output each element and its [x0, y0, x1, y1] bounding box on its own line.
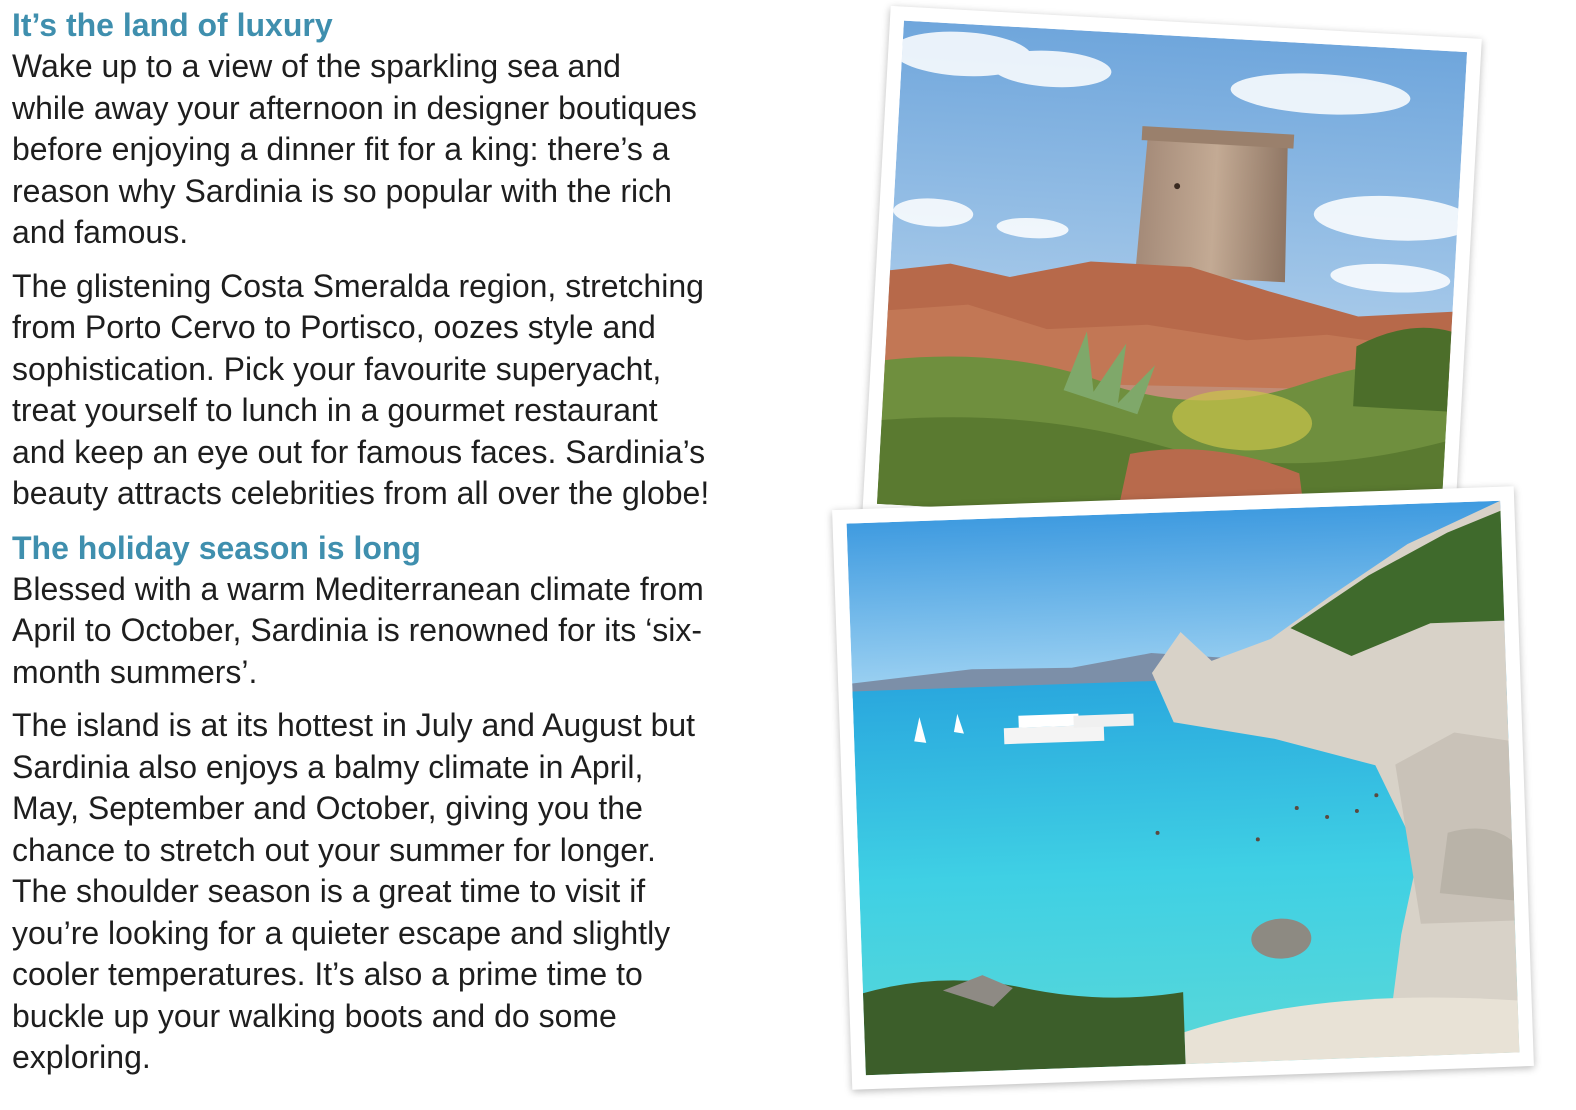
text-line: and keep an eye out for famous faces. Sardinia’s [12, 433, 706, 470]
text-line: and famous. [12, 214, 189, 250]
text-line: Wake up to a view of the sparkling sea and [12, 48, 621, 84]
text-line: cooler temperatures. It’s also a prime time to [12, 956, 643, 992]
text-line: April to October, Sardinia is renowned for its ‘six- [12, 612, 703, 648]
tower-on-rocky-hill-photo [862, 6, 1482, 550]
section-heading-holiday-season: The holiday season is long [12, 529, 421, 566]
section-heading-luxury: It’s the land of luxury [12, 7, 333, 43]
text-line: month summers’. [12, 653, 258, 690]
text-line: from Porto Cervo to Portisco, oozes style and [12, 309, 656, 345]
text-line: treat yourself to lunch in a gourmet restaurant [12, 392, 658, 428]
text-line: The island is at its hottest in July and August but [12, 707, 696, 743]
text-line: The glistening Costa Smeralda region, stretching [12, 267, 704, 304]
paragraph-shoulder-season [12, 705, 802, 1079]
text-line: sophistication. Pick your favourite superyacht, [12, 350, 662, 387]
paragraph-luxury-intro [12, 46, 802, 254]
bay-landscape-image [847, 501, 1520, 1075]
text-line: while away your afternoon in designer boutiques [12, 89, 697, 126]
text-line: buckle up your walking boots and do some [12, 997, 617, 1034]
paragraph-costa-smeralda [12, 266, 802, 515]
paragraph-climate [12, 569, 802, 694]
text-line: May, September and October, giving you the [12, 790, 643, 826]
turquoise-bay-with-boats-photo [832, 486, 1534, 1089]
text-line: Sardinia also enjoys a balmy climate in April, [12, 748, 644, 785]
text-line: chance to stretch out your summer for longer. [12, 831, 656, 868]
text-line: Blessed with a warm Mediterranean climate from [12, 570, 704, 607]
tower-landscape-image [877, 21, 1467, 536]
text-line: beauty attracts celebrities from all over the globe! [12, 475, 710, 511]
text-line: before enjoying a dinner fit for a king: there’s a [12, 131, 670, 167]
text-line: exploring. [12, 1039, 151, 1075]
text-line: The shoulder season is a great time to visit if [12, 873, 646, 909]
article-text [12, 4, 802, 1091]
text-line: you’re looking for a quieter escape and slightly [12, 914, 671, 951]
text-line: reason why Sardinia is so popular with the rich [12, 172, 672, 209]
